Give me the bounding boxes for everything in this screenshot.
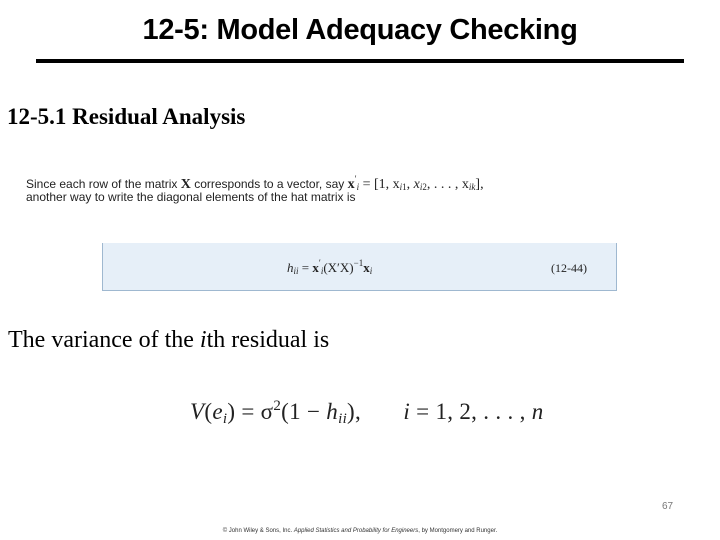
footer-book-title: Applied Statistics and Probability for Engineers: [293, 528, 419, 534]
variance-text-b: th residual is: [206, 327, 330, 353]
xtx-term: (X′X): [323, 260, 354, 275]
hat-matrix-diagonal-formula: $h_{ii} = x'_i(X'X)^{-1}x_i$: [287, 258, 373, 276]
page-number: 67: [662, 501, 674, 512]
title-underline: [36, 59, 684, 63]
footer-copyright: © John Wiley & Sons, Inc.: [222, 528, 294, 534]
matrix-x: X: [180, 177, 191, 192]
intro-text-a: Since each row of the matrix: [26, 177, 181, 191]
residual-variance-formula: $V(e_i) = \sigma^2(1 - h_{ii})$, i = 1, 2, . . . , n: [190, 398, 544, 427]
intro-text-line-2: another way to write the diagonal elements of the hat matrix is: [26, 190, 356, 204]
footer-authors: , by Montgomery and Runger.: [418, 528, 498, 534]
variance-text-a: The variance of the: [8, 327, 200, 353]
row-vector: $x'_i = [1$, $x_{i1}$, $x_{i2}$, . . . , $x_{ik}$],: [347, 174, 484, 192]
row-vector-end: , . . . , x: [426, 177, 469, 192]
variance-statement: [8, 327, 329, 354]
equation-number: (12-44): [551, 261, 587, 275]
intro-text-b: corresponds to a vector, say: [190, 177, 348, 191]
copyright-footer: [0, 528, 720, 534]
row-vector-start: = [1, x: [362, 177, 400, 192]
variance-text-i: i: [199, 327, 207, 353]
section-heading: 12-5.1 Residual Analysis: [7, 104, 246, 129]
slide-title: 12-5: Model Adequacy Checking: [142, 14, 578, 46]
